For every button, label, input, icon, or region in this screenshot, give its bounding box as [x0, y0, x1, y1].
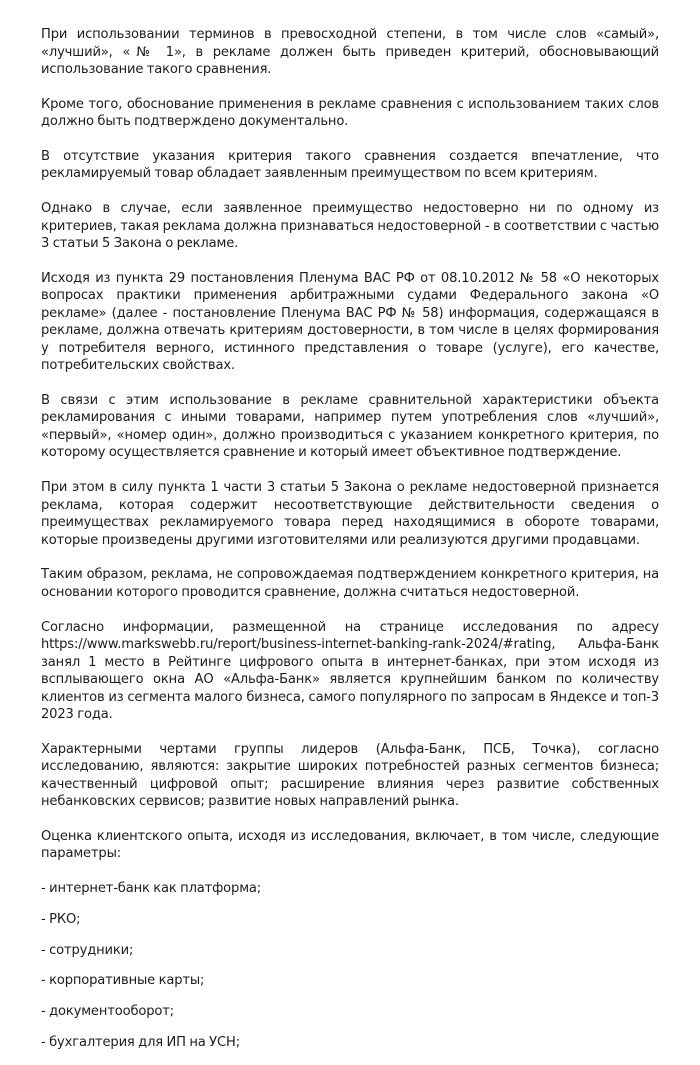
paragraph-comparative-characteristics: В связи с этим использование в рекламе сравнительной характеристики объекта рекламирования с иными товарами, например путем употребления слов «лучший», «первый», «номер один», должно производиться с указанием конкретного критерия, по которому осуществляется сравнение и который имеет объективное подтверждение.: [41, 392, 659, 461]
paragraph-unreliable-advertising: Однако в случае, если заявленное преимущество недостоверно ни по одному из критериев, такая реклама должна признаваться недостоверной - в соответствии с частью 3 статьи 5 Закона о рекламе.: [41, 201, 659, 252]
paragraph-parameters-intro: Оценка клиентского опыта, исходя из исследования, включает, в том числе, следующие параметры:: [41, 828, 659, 862]
list-item: - интернет-банк как платформа;: [41, 881, 262, 897]
list-item: - бухгалтерия для ИП на УСН;: [41, 1035, 240, 1051]
parameters-list: [41, 880, 659, 1051]
paragraph-plenum-resolution: Исходя из пункта 29 постановления Пленума ВАС РФ от 08.10.2012 № 58 «О некоторых вопросах практики применения арбитражными судами Федерального закона «О рекламе» (далее - постановление Пленума ВАС РФ № 58) информация, содержащаяся в рекламе, должна отвечать критериям достоверности, в том числе в целях формирования у потребителя верного, истинного представления о товаре (услуге), его качестве, потребительских свойствах.: [41, 270, 659, 374]
paragraph-research-info: Согласно информации, размещенной на странице исследования по адресу https://www.markswebb.ru/report/business-internet-banking-rank-2024/#rating, Альфа-Банк занял 1 место в Рейтинге цифрового опыта в интернет-банках, при этом исходя из всплывающего окна АО «Альфа-Банк» является крупнейшим банком по количеству клиентов из сегмента малого бизнеса, самого популярного по запросам в Яндексе и топ-3 2023 года.: [41, 619, 659, 722]
paragraph-law-clause: При этом в силу пункта 1 части 3 статьи 5 Закона о рекламе недостоверной признается реклама, которая содержит несоответствующие действительности сведения о преимуществах рекламируемого товара перед находящимися в обороте товарами, которые произведены другими изготовителями или реализуются другими продавцами.: [41, 480, 659, 548]
list-item: - РКО;: [41, 911, 81, 927]
list-item: - сотрудники;: [41, 942, 134, 958]
document-page: [41, 26, 659, 1065]
list-item: - корпоративные карты;: [41, 973, 205, 989]
list-item: - документооборот;: [41, 1004, 174, 1020]
paragraph-superlatives: При использовании терминов в превосходной степени, в том числе слов «самый», «лучший», «№ 1», в рекламе должен быть приведен критерий, обосновывающий использование такого сравнения.: [41, 27, 659, 77]
paragraph-documentary-proof: Кроме того, обоснование применения в рекламе сравнения с использованием таких слов должно быть подтверждено документально.: [41, 96, 659, 130]
paragraph-conclusion: Таким образом, реклама, не сопровождаемая подтверждением конкретного критерия, на основании которого проводится сравнение, должна считаться недостоверной.: [41, 567, 659, 600]
paragraph-leader-traits: Характерными чертами группы лидеров (Альфа-Банк, ПСБ, Точка), согласно исследованию, являются: закрытие широких потребностей разных сегментов бизнеса; качественный цифровой опыт; расширение влияния через развитие собственных небанковских сервисов; развитие новых направлений рынка.: [41, 741, 659, 810]
paragraph-missing-criterion: В отсутствие указания критерия такого сравнения создается впечатление, что рекламируемый товар обладает заявленным преимуществом по всем критериям.: [41, 148, 659, 182]
